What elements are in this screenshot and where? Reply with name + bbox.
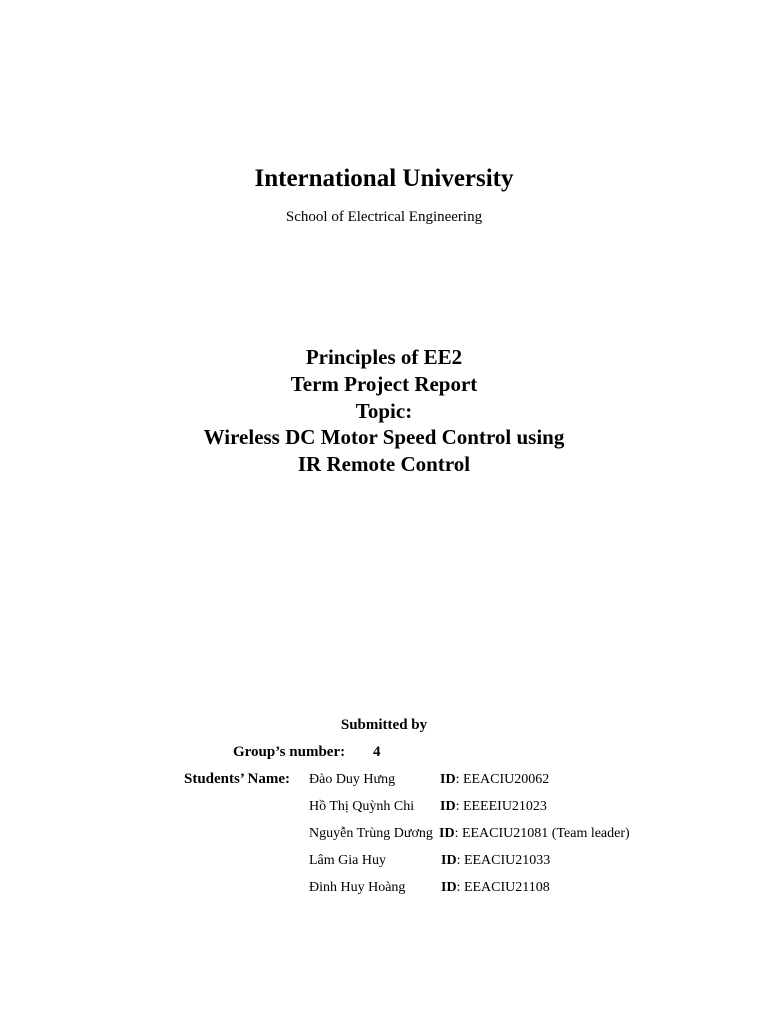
student-id-value: : EEACIU21081 (Team leader): [454, 826, 630, 841]
student-name: Nguyễn Trùng Dương: [309, 826, 433, 841]
topic-title-line2: IR Remote Control: [297, 452, 471, 477]
student-name: Lâm Gia Huy: [309, 853, 386, 868]
university-name: International University: [254, 165, 514, 192]
student-id-value: : EEACIU21108: [456, 880, 550, 895]
student-name: Đào Duy Hưng: [309, 772, 396, 787]
topic-title-line1: Wireless DC Motor Speed Control using: [203, 425, 565, 450]
report-title-block: [0, 344, 768, 478]
id-label: ID: [440, 799, 456, 814]
student-name: Hồ Thị Quỳnh Chi: [309, 799, 415, 814]
id-label: ID: [439, 826, 455, 841]
id-label: ID: [441, 880, 457, 895]
report-type: Term Project Report: [290, 371, 478, 396]
submitted-by-heading: Submitted by: [340, 717, 428, 733]
student-id-value: : EEACIU20062: [455, 772, 550, 787]
student-id: [439, 826, 630, 842]
student-id: [440, 799, 547, 815]
course-title: Principles of EE2: [305, 345, 463, 369]
school-name: School of Electrical Engineering: [285, 209, 483, 225]
group-number-value: 4: [373, 744, 381, 760]
id-label: ID: [440, 772, 456, 787]
id-label: ID: [441, 853, 457, 868]
student-id-value: : EEACIU21033: [456, 853, 551, 868]
student-id: [441, 853, 550, 869]
student-id-value: : EEEEIU21023: [455, 799, 547, 814]
student-id: [441, 880, 550, 896]
student-name: Đinh Huy Hoàng: [309, 880, 406, 895]
group-number-label: Group’s number:: [233, 744, 346, 760]
topic-label: Topic:: [355, 398, 413, 423]
student-id: [440, 772, 549, 788]
students-name-label: Students’ Name:: [184, 771, 290, 787]
